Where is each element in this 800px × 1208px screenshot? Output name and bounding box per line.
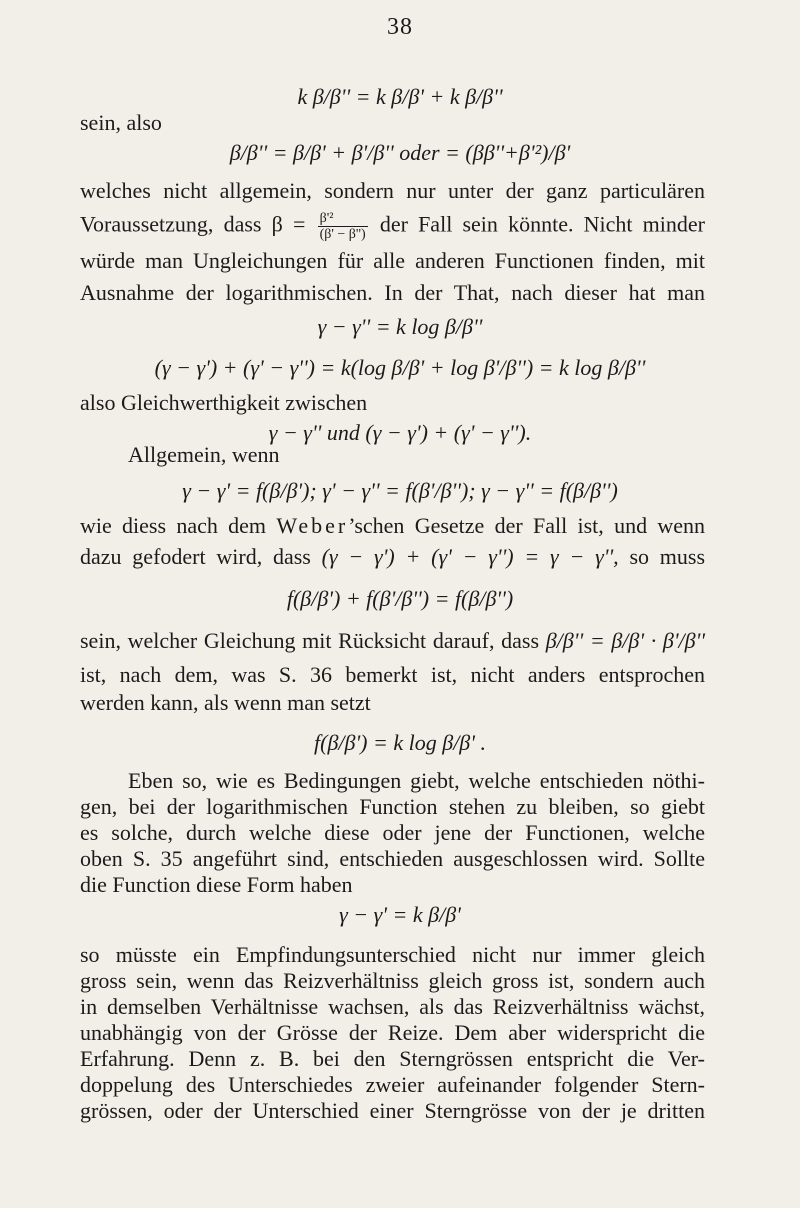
text-segment: Voraussetzung, dass β = [80,211,306,237]
equation-6: γ − γ' = f(β/β'); γ' − γ'' = f(β'/β''); γ − γ'' = f(β/β'') [182,478,618,503]
text-line: in demselben Verhältnisse wachsen, als das Reizverhältniss wächst, [80,994,705,1019]
text-segment: wie diess nach dem [80,513,267,538]
page-number: 38 [387,14,413,40]
text-line: es solche, durch welche diese oder jene der Functionen, welche [80,820,705,845]
paragraph-start: Eben so, wie es Bedingungen giebt, welche entschieden nöthi- [128,768,705,793]
text-line: Allgemein, wenn [128,442,280,467]
text-segment: sein, welcher Gleichung mit Rücksicht darauf, dass [80,628,540,653]
author-name: Weber [276,513,349,538]
text-line: gross sein, wenn das Reizverhältniss gleich gross ist, sondern auch [80,968,705,993]
equation-4: (γ − γ') + (γ' − γ'') = k(log β/β' + log β'/β'') = k log β/β'' [154,355,646,380]
text-line: Ausnahme der logarithmischen. In der That, nach dieser hat man [80,280,705,305]
equation-1: k β/β'' = k β/β' + k β/β'' [297,84,503,109]
fraction-numerator: β'² [318,211,368,227]
text-line: so müsste ein Empfindungsunterschied nicht nur immer gleich [80,942,705,967]
text-segment: dazu gefodert wird, dass [80,544,311,569]
text-line: doppelung des Unterschiedes zweier aufeinander folgender Stern- [80,1072,705,1097]
text-line: würde man Ungleichungen für alle anderen Functionen finden, mit [80,248,705,273]
text-line: welches nicht allgemein, sondern nur unter der ganz particulären [80,178,705,203]
equation-7: f(β/β') + f(β'/β'') = f(β/β'') [286,586,514,611]
text-segment: ’schen Gesetze der Fall ist, und wenn [348,513,706,538]
equation-2: β/β'' = β/β' + β'/β'' oder = (ββ''+β'²)/β' [229,140,571,165]
text-line-with-expression [80,628,705,654]
fraction-denominator: (β' − β'') [319,227,366,242]
text-line: Erfahrung. Denn z. B. bei den Sterngrössen entspricht die Ver- [80,1046,705,1071]
inline-expression: (γ − γ') + (γ' − γ'') = γ − γ'', [321,544,619,569]
text-sein-also: sein, also [80,110,162,135]
text-line: unabhängig von der Grösse der Reize. Dem aber widerspricht die [80,1020,705,1045]
equation-3: γ − γ'' = k log β/β'' [317,314,483,339]
equation-8: f(β/β') = k log β/β' . [314,730,486,755]
text-line: oben S. 35 angeführt sind, entschieden ausgeschlossen wird. Sollte [80,846,705,871]
text-line-weber [80,513,705,539]
text-line: gen, bei der logarithmischen Function stehen zu bleiben, so giebt [80,794,705,819]
text-segment: so muss [629,544,706,569]
inline-expression: β/β'' = β/β' · β'/β'' [545,628,706,653]
text-segment: der Fall sein könnte. Nicht minder [379,211,705,237]
text-line: die Function diese Form haben [80,872,353,897]
equation-9: γ − γ' = k β/β' [339,902,461,927]
text-line-with-expression [80,544,705,570]
text-line: werden kann, als wenn man setzt [80,690,371,715]
text-line-with-fraction [80,211,705,242]
fraction [318,211,368,242]
text-line: ist, nach dem, was S. 36 bemerkt ist, nicht anders entsprochen [80,662,705,687]
text-line: grössen, oder der Unterschied einer Sterngrösse von der je dritten [80,1098,705,1123]
equation-5: γ − γ'' und (γ − γ') + (γ' − γ''). [268,420,532,445]
text-line: also Gleichwerthigkeit zwischen [80,390,368,415]
